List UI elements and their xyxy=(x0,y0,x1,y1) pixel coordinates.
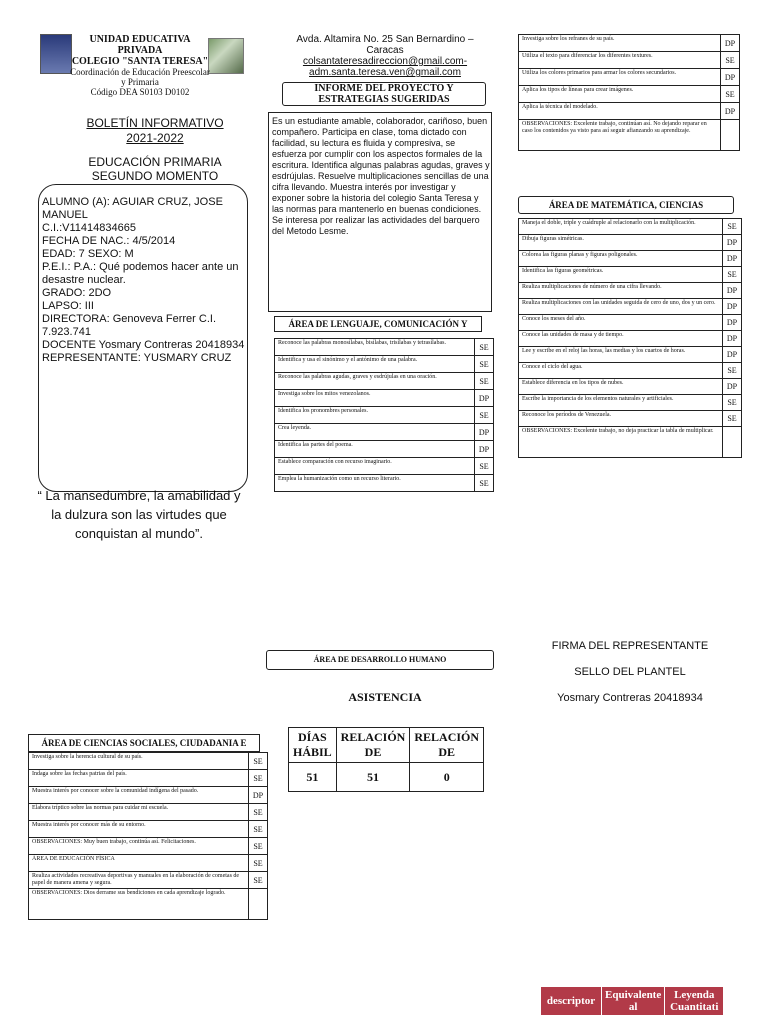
bulletin-moment: SEGUNDO MOMENTO xyxy=(91,169,219,183)
table-row xyxy=(519,411,742,427)
table-row xyxy=(29,821,268,838)
row-grade: SE xyxy=(723,395,742,411)
observations: OBSERVACIONES: Excelente trabajo, continúan así. No dejando reparar en caso los contenidos ya visto para así seguir afianzando su aprendizaje. xyxy=(519,120,721,151)
row-description: Identifica y usa el sinónimo y el antónimo de una palabra. xyxy=(275,356,475,373)
row-description: Dibuja figuras simétricas. xyxy=(519,235,723,251)
row-grade: DP xyxy=(723,251,742,267)
student-line: GRADO: 2DO xyxy=(42,287,112,299)
firma-representante: FIRMA DEL REPRESENTANTE xyxy=(551,640,709,652)
table-row xyxy=(519,331,742,347)
table-row xyxy=(519,395,742,411)
table-row xyxy=(519,52,740,69)
table-row xyxy=(275,441,494,458)
table-row xyxy=(29,753,268,770)
row-description: Identifica las figuras geométricas. xyxy=(519,267,723,283)
row-description: Conoce el ciclo del agua. xyxy=(519,363,723,379)
observations-row xyxy=(519,120,740,151)
report-title: INFORME DEL PROYECTO Y ESTRATEGIAS SUGERIDAS xyxy=(282,82,486,106)
row-description: Identifica las partes del poema. xyxy=(275,441,475,458)
asistencia-h1: DÍAS HÁBIL xyxy=(289,728,337,763)
row-grade: DP xyxy=(475,390,494,407)
row-grade: DP xyxy=(721,69,740,86)
row-description: Reconoce las palabras agudas, graves y esdrújulas en una oración. xyxy=(275,373,475,390)
email-2[interactable]: adm.santa.teresa.ven@gmail.com xyxy=(309,67,461,77)
row-grade: DP xyxy=(723,283,742,299)
row-description: Reconoce las palabras monosílabas, bisílabas, trisílabas y tetrasílabas. xyxy=(275,339,475,356)
student-line: P.E.I.: P.A.: Qué podemos hacer ante un desastre nuclear. xyxy=(42,261,239,286)
row-description: Realiza multiplicaciones con las unidades seguida de cero de uno, dos y un cero. xyxy=(519,299,723,315)
table-row xyxy=(519,219,742,235)
table-row xyxy=(519,315,742,331)
row-grade: DP xyxy=(723,299,742,315)
sociales-table xyxy=(28,752,268,920)
sello-plantel: SELLO DEL PLANTEL xyxy=(574,666,686,678)
observations-grade xyxy=(721,120,740,151)
lenguaje-table xyxy=(274,338,494,492)
asistencia-h2: RELACIÓN DE xyxy=(336,728,410,763)
student-line: DIRECTORA: Genoveva Ferrer C.I. 7.923.741 xyxy=(42,313,217,338)
row-description: Identifica los pronombres personales. xyxy=(275,407,475,424)
table-row xyxy=(519,379,742,395)
row-description: Conoce las unidades de masa y de tiempo. xyxy=(519,331,723,347)
legend-cuantitativa: Leyenda Cuantitati xyxy=(665,987,724,1016)
row-grade: DP xyxy=(249,787,268,804)
row-grade: SE xyxy=(249,838,268,855)
table-row xyxy=(275,458,494,475)
observations-grade xyxy=(723,427,742,458)
student-line: C.I.:V11414834665 xyxy=(42,222,136,234)
table-row xyxy=(519,103,740,120)
observations: OBSERVACIONES: Excelente trabajo, no deja practicar la tabla de multiplicar. xyxy=(519,427,723,458)
row-description: Indaga sobre las fechas patrias del país. xyxy=(29,770,249,787)
school-logo xyxy=(40,34,72,74)
matematica-table xyxy=(518,218,742,458)
row-description: Muestra interés por conocer más de su entorno. xyxy=(29,821,249,838)
row-grade: DP xyxy=(723,379,742,395)
table-row xyxy=(519,35,740,52)
row-grade: SE xyxy=(721,52,740,69)
row-grade: SE xyxy=(475,458,494,475)
row-grade: DP xyxy=(721,35,740,52)
student-line: ALUMNO (A): AGUIAR CRUZ, JOSE MANUEL xyxy=(42,196,223,221)
email-1[interactable]: colsantateresadireccion@gmail.com- xyxy=(302,56,468,67)
table-row xyxy=(275,339,494,356)
row-description: Elabora tríptico sobre las normas para cuidar mi escuela. xyxy=(29,804,249,821)
row-grade: SE xyxy=(723,363,742,379)
row-description: Utiliza los colores primarios para armar los colores secundarios. xyxy=(519,69,721,86)
bulletin-title: BOLETÍN INFORMATIVO xyxy=(86,116,224,130)
table-row xyxy=(29,855,268,872)
school-photo xyxy=(208,38,244,74)
table-row xyxy=(29,770,268,787)
row-grade: SE xyxy=(249,821,268,838)
row-grade: SE xyxy=(249,770,268,787)
student-line: REPRESENTANTE: YUSMARY CRUZ xyxy=(42,352,232,364)
row-grade: SE xyxy=(723,267,742,283)
observations-row xyxy=(29,889,268,920)
row-grade: DP xyxy=(475,424,494,441)
student-line: LAPSO: III xyxy=(42,300,94,312)
coordination: Coordinación de Educación Preescolar y Primaria xyxy=(70,67,210,87)
row-grade: SE xyxy=(475,373,494,390)
asistencia-h3: RELACIÓN DE xyxy=(410,728,484,763)
row-grade: SE xyxy=(475,407,494,424)
address: Avda. Altamira No. 25 San Bernardino – Caracas xyxy=(296,34,474,56)
legend-table xyxy=(540,986,724,1016)
legend-descriptor: descriptor xyxy=(541,987,602,1016)
table-row xyxy=(29,787,268,804)
bulletin-years: 2021-2022 xyxy=(126,131,184,145)
row-grade: DP xyxy=(721,103,740,120)
row-grade: DP xyxy=(723,235,742,251)
row-grade: SE xyxy=(721,86,740,103)
school-name: UNIDAD EDUCATIVA PRIVADA xyxy=(89,34,191,56)
table-row xyxy=(275,424,494,441)
asistencia-table xyxy=(288,727,484,792)
observations-grade xyxy=(249,889,268,920)
row-grade: DP xyxy=(475,441,494,458)
table-row xyxy=(275,356,494,373)
row-grade: SE xyxy=(723,219,742,235)
observations-row xyxy=(519,427,742,458)
row-description: Crea leyenda. xyxy=(275,424,475,441)
row-description: Establece diferencia en los tipos de nubes. xyxy=(519,379,723,395)
table-row xyxy=(29,872,268,889)
row-grade: DP xyxy=(723,331,742,347)
row-description: Maneja el doble, triple y cuádruple al relacionarlo con la multiplicación. xyxy=(519,219,723,235)
table-row xyxy=(29,804,268,821)
row-grade: SE xyxy=(249,872,268,889)
arts-table xyxy=(518,34,740,151)
student-line: FECHA DE NAC.: 4/5/2014 xyxy=(42,235,176,247)
row-description: Investiga sobre los refranes de su país. xyxy=(519,35,721,52)
table-row xyxy=(519,347,742,363)
table-row xyxy=(519,235,742,251)
legend-equivalente: Equivalente al xyxy=(602,987,665,1016)
asistencia-v2: 51 xyxy=(336,763,410,792)
row-grade: DP xyxy=(723,347,742,363)
row-grade: DP xyxy=(723,315,742,331)
student-line: DOCENTE Yosmary Contreras 20418934 xyxy=(42,339,245,351)
row-description: Realiza multiplicaciones de número de una cifra llevando. xyxy=(519,283,723,299)
row-description: OBSERVACIONES: Muy buen trabajo, continúa así. Felicitaciones. xyxy=(29,838,249,855)
lenguaje-title: ÁREA DE LENGUAJE, COMUNICACIÓN Y xyxy=(274,316,482,332)
observations: OBSERVACIONES: Dios derrame sus bendiciones en cada aprendizaje logrado. xyxy=(29,889,249,920)
docente-firma: Yosmary Contreras 20418934 xyxy=(557,692,703,704)
row-description: Realiza actividades recreativas deportivas y manuales en la elaboración de cometas de papel de manera amena y segura. xyxy=(29,872,249,889)
row-description: Investiga sobre los mitos venezolanos. xyxy=(275,390,475,407)
asistencia-v3: 0 xyxy=(410,763,484,792)
row-grade: SE xyxy=(249,855,268,872)
table-row xyxy=(275,373,494,390)
row-description: Lee y escribe en el reloj las horas, las medias y los cuartos de horas. xyxy=(519,347,723,363)
table-row xyxy=(519,251,742,267)
table-row xyxy=(275,475,494,492)
row-description: Escribe la importancia de los elementos naturales y artificiales. xyxy=(519,395,723,411)
student-line: EDAD: 7 SEXO: M xyxy=(42,248,134,260)
row-grade: SE xyxy=(723,411,742,427)
row-description: Muestra interés por conocer sobre la comunidad indígena del pasado. xyxy=(29,787,249,804)
asistencia-v1: 51 xyxy=(289,763,337,792)
report-text: Es un estudiante amable, colaborador, cariñoso, buen compañero. Participa en clase, toma dictado con facilidad, su lectura es fluida y compresiva, se esfuerza por cumplir con los aspectos formales de la escritura. Identifica algunas palabras agudas, graves y esdrújulas. Resuelve multiplicaciones sencillas de una cifra llevando. Muestra interés por investigar y exponer sobre la historia del colegio Santa Teresa y las normas para mantenerlo en buenas condiciones. Se interesa por realizar las actividades del barquero del Metodo Lesme. xyxy=(272,116,490,236)
row-description: Aplica la técnica del modelado. xyxy=(519,103,721,120)
sociales-title: ÁREA DE CIENCIAS SOCIALES, CIUDADANIA E xyxy=(28,734,260,752)
row-description: Aplica los tipos de líneas para crear imágenes. xyxy=(519,86,721,103)
row-grade: SE xyxy=(475,475,494,492)
row-description: Conoce los meses del año. xyxy=(519,315,723,331)
row-grade: SE xyxy=(249,804,268,821)
table-row xyxy=(519,363,742,379)
row-description: Emplea la humanización como un recurso literario. xyxy=(275,475,475,492)
row-grade: SE xyxy=(475,356,494,373)
table-row xyxy=(519,86,740,103)
table-row xyxy=(519,299,742,315)
humano-title: ÁREA DE DESARROLLO HUMANO xyxy=(266,650,494,670)
row-description: Utiliza el texto para diferenciar los diferentes textures. xyxy=(519,52,721,69)
row-description: Reconoce los períodos de Venezuela. xyxy=(519,411,723,427)
row-description: Colorea las figuras planas y figuras poligonales. xyxy=(519,251,723,267)
row-grade: SE xyxy=(475,339,494,356)
row-description: ÁREA DE EDUCACIÓN FÍSICA xyxy=(29,855,249,872)
quote: “ La mansedumbre, la amabilidad y la dulzura son las virtudes que conquistan al mundo”. xyxy=(37,488,241,541)
table-row xyxy=(29,838,268,855)
table-row xyxy=(275,390,494,407)
student-info xyxy=(42,196,246,365)
matematica-title: ÁREA DE MATEMÁTICA, CIENCIAS xyxy=(518,196,734,214)
bulletin-level: EDUCACIÓN PRIMARIA xyxy=(88,155,222,169)
school-name-2: COLEGIO "SANTA TERESA" xyxy=(71,56,209,67)
table-row xyxy=(519,69,740,86)
asistencia-title: ASISTENCIA xyxy=(348,690,422,704)
dea-code: Código DEA S0103 D0102 xyxy=(90,87,190,97)
row-description: Investiga sobre la herencia cultural de su país. xyxy=(29,753,249,770)
table-row xyxy=(275,407,494,424)
row-grade: SE xyxy=(249,753,268,770)
table-row xyxy=(519,283,742,299)
table-row xyxy=(519,267,742,283)
row-description: Establece comparación con recurso imaginario. xyxy=(275,458,475,475)
